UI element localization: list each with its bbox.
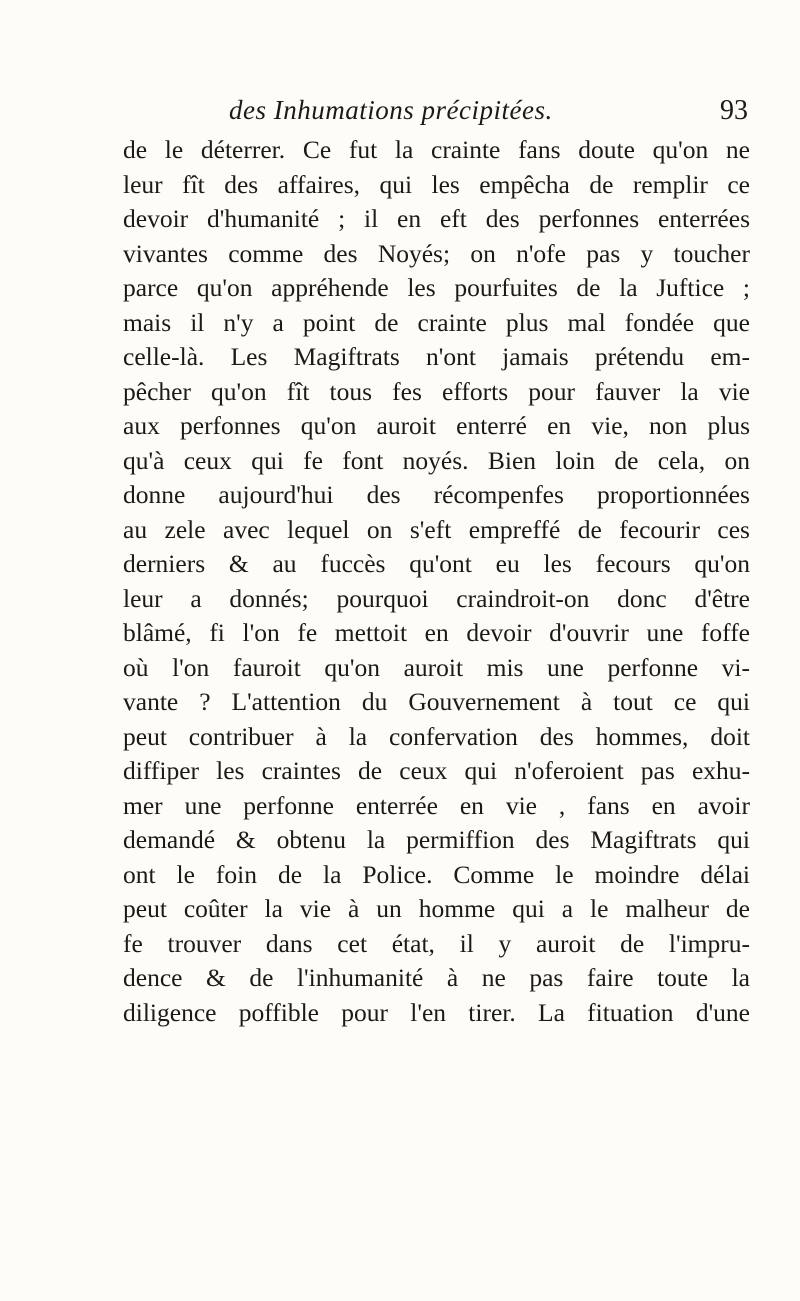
- text-line: vivantes comme des Noyés; on n'ofe pas y toucher: [123, 238, 750, 268]
- text-line: vante ? L'attention du Gouvernement à tout ce qui: [123, 687, 750, 716]
- text-line: mer une perfonne enterrée en vie , fans en avoir: [123, 790, 750, 820]
- text-line: dence & de l'inhumanité à ne pas faire toute la: [123, 963, 750, 992]
- text-line: où l'on fauroit qu'on auroit mis une perfonne vi-: [123, 652, 750, 682]
- text-line: leur a donnés; pourquoi craindroit-on donc d'être: [123, 583, 750, 613]
- running-title: des Inhumations précipitées.: [229, 95, 553, 125]
- text-line: de le déterrer. Ce fut la crainte fans doute qu'on ne: [123, 135, 750, 164]
- body-text: [123, 133, 750, 1030]
- text-line: mais il n'y a point de crainte plus mal fondée que: [123, 307, 750, 337]
- text-line: devoir d'humanité ; il en eft des perfonnes enterrées: [123, 204, 750, 233]
- text-line: qu'à ceux qui fe font noyés. Bien loin de cela, on: [123, 445, 750, 475]
- text-line: diffiper les craintes de ceux qui n'oferoient pas exhu-: [123, 756, 750, 785]
- text-line: fe trouver dans cet état, il y auroit de l'impru-: [123, 928, 750, 958]
- text-line: peut contribuer à la confervation des hommes, doit: [123, 721, 750, 751]
- text-line: diligence poffible pour l'en tirer. La fituation d'une: [123, 997, 750, 1027]
- text-line: ont le foin de la Police. Comme le moindre délai: [123, 859, 750, 889]
- text-line: pêcher qu'on fît tous fes efforts pour fauver la vie: [123, 376, 750, 406]
- text-line: au zele avec lequel on s'eft empreffé de fecourir ces: [123, 514, 750, 544]
- text-line: demandé & obtenu la permiffion des Magiftrats qui: [123, 825, 750, 854]
- text-line: aux perfonnes qu'on auroit enterré en vie, non plus: [123, 411, 750, 440]
- text-line: peut coûter la vie à un homme qui a le malheur de: [123, 894, 750, 923]
- text-line: celle-là. Les Magiftrats n'ont jamais prétendu em-: [123, 342, 750, 371]
- text-line: derniers & au fuccès qu'ont eu les fecours qu'on: [123, 549, 750, 578]
- text-line: leur fît des affaires, qui les empêcha de remplir ce: [123, 169, 750, 199]
- text-line: blâmé, fi l'on fe mettoit en devoir d'ouvrir une foffe: [123, 618, 750, 647]
- text-line: parce qu'on appréhende les pourfuites de la Juftice ;: [123, 273, 750, 302]
- page-number: 93: [720, 95, 748, 126]
- text-line: donne aujourd'hui des récompenfes proportionnées: [123, 480, 750, 509]
